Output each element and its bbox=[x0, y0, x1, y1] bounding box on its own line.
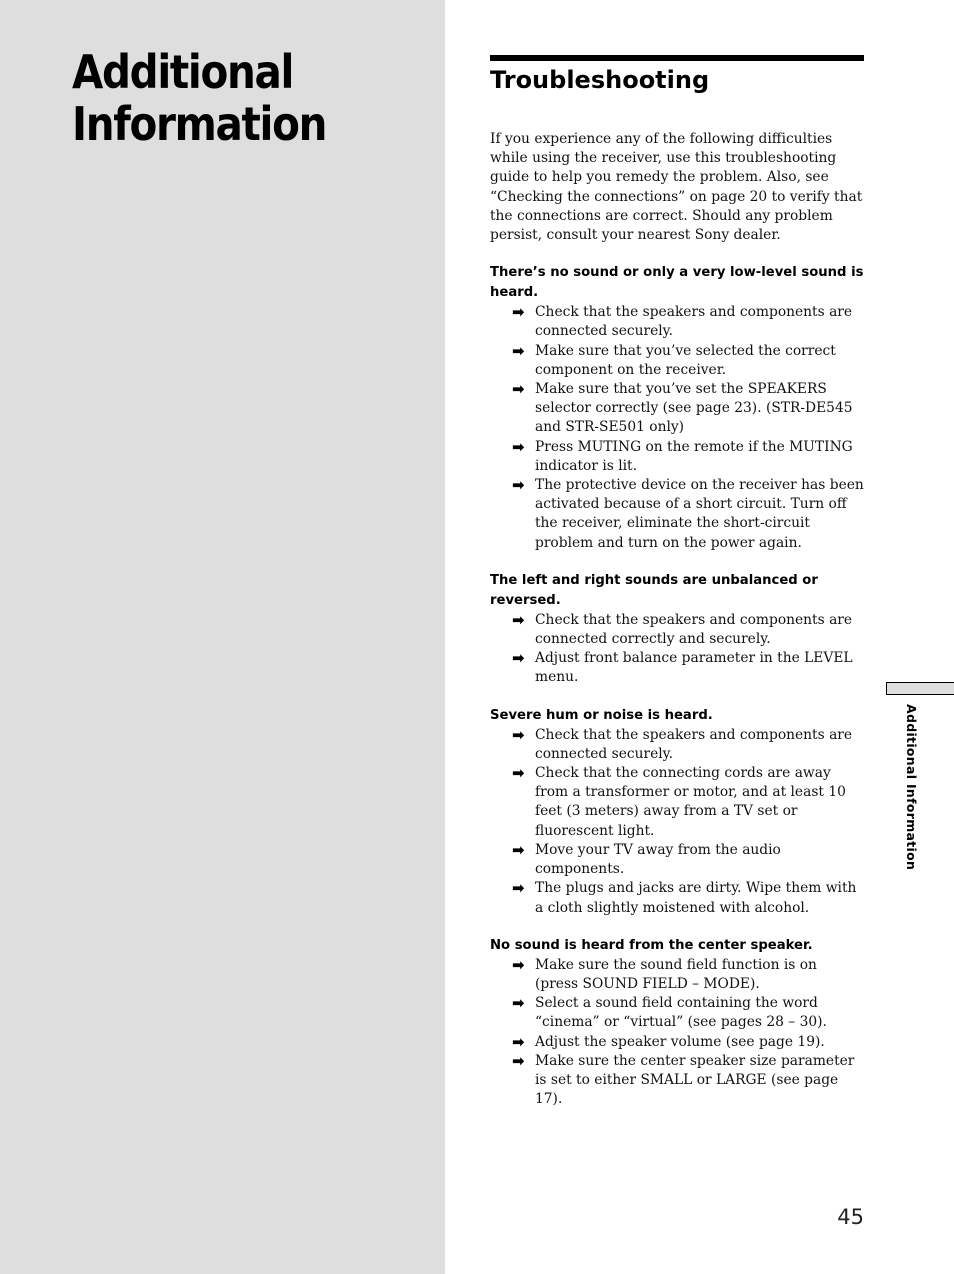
remedy-item bbox=[490, 841, 864, 879]
remedy-text: Check that the connecting cords are away from a transformer or motor, and at least 10 feet (3 meters) away from a TV set or fluorescent light. bbox=[535, 765, 846, 839]
remedy-text: Check that the speakers and components are connected securely. bbox=[535, 304, 853, 340]
arrow-right-icon: ➡ bbox=[512, 955, 525, 974]
remedy-text: Select a sound field containing the word “cinema” or “virtual” (see pages 28 – 30). bbox=[535, 995, 827, 1031]
chapter-panel bbox=[0, 0, 445, 1274]
arrow-right-icon: ➡ bbox=[512, 1051, 525, 1070]
page-number: 45 bbox=[837, 1205, 864, 1229]
remedy-item bbox=[490, 342, 864, 380]
arrow-right-icon: ➡ bbox=[512, 994, 525, 1013]
arrow-right-icon: ➡ bbox=[512, 380, 525, 399]
remedy-text: Adjust front balance parameter in the LEVEL menu. bbox=[535, 650, 853, 686]
remedy-text: The plugs and jacks are dirty. Wipe them with a cloth slightly moistened with alcohol. bbox=[535, 880, 857, 916]
issue-heading: The left and right sounds are unbalanced or reversed. bbox=[490, 572, 818, 608]
section-rule bbox=[490, 55, 864, 61]
issue-block bbox=[490, 263, 864, 553]
remedy-list bbox=[490, 303, 864, 553]
remedy-item bbox=[490, 879, 864, 917]
remedy-text: Make sure that you’ve selected the correct component on the receiver. bbox=[535, 342, 836, 378]
side-tab-label: Additional Information bbox=[904, 704, 919, 871]
issue-heading: Severe hum or noise is heard. bbox=[490, 707, 713, 723]
remedy-item bbox=[490, 764, 864, 841]
issues-list bbox=[490, 263, 864, 1109]
arrow-right-icon: ➡ bbox=[512, 649, 525, 668]
arrow-right-icon: ➡ bbox=[512, 341, 525, 360]
remedy-list bbox=[490, 726, 864, 918]
remedy-text: The protective device on the receiver has been activated because of a short circuit. Turn off the receiver, eliminate the short-circuit problem and turn on the power again. bbox=[535, 477, 864, 551]
remedy-text: Adjust the speaker volume (see page 19). bbox=[535, 1033, 825, 1050]
remedy-item bbox=[490, 726, 864, 764]
arrow-right-icon: ➡ bbox=[512, 476, 525, 495]
remedy-text: Check that the speakers and components are connected securely. bbox=[535, 726, 853, 762]
remedy-list bbox=[490, 611, 864, 688]
remedy-text: Press MUTING on the remote if the MUTING indicator is lit. bbox=[535, 438, 853, 474]
remedy-text: Make sure the sound field function is on (press SOUND FIELD – MODE). bbox=[535, 956, 817, 992]
remedy-text: Make sure the center speaker size parameter is set to either SMALL or LARGE (see page 17). bbox=[535, 1052, 855, 1108]
remedy-item bbox=[490, 956, 864, 994]
arrow-right-icon: ➡ bbox=[512, 764, 525, 783]
arrow-right-icon: ➡ bbox=[512, 610, 525, 629]
arrow-right-icon: ➡ bbox=[512, 840, 525, 859]
remedy-item bbox=[490, 611, 864, 649]
chapter-title-line-1: Additional bbox=[72, 45, 294, 99]
intro-paragraph: If you experience any of the following difficulties while using the receiver, use this troubleshooting guide to help you remedy the problem. Also, see “Checking the connections” on page 20 to verify that the connections are correct. Should any problem persist, consult your nearest Sony dealer. bbox=[490, 131, 863, 244]
remedy-text: Move your TV away from the audio components. bbox=[535, 841, 781, 878]
remedy-item bbox=[490, 380, 864, 438]
remedy-item bbox=[490, 1052, 864, 1110]
chapter-title bbox=[72, 46, 326, 150]
remedy-item bbox=[490, 303, 864, 341]
issue-block bbox=[490, 936, 864, 1110]
arrow-right-icon: ➡ bbox=[512, 437, 525, 456]
remedy-text: Make sure that you’ve set the SPEAKERS selector correctly (see page 23). (STR-DE545 and STR-SE501 only) bbox=[535, 381, 853, 436]
remedy-text: Check that the speakers and components are connected correctly and securely. bbox=[535, 611, 853, 648]
arrow-right-icon: ➡ bbox=[512, 725, 525, 744]
issue-heading: There’s no sound or only a very low-level sound is heard. bbox=[490, 265, 864, 301]
remedy-item bbox=[490, 476, 864, 553]
issue-block bbox=[490, 571, 864, 688]
remedy-item bbox=[490, 649, 864, 687]
remedy-item bbox=[490, 438, 864, 476]
section-title: Troubleshooting bbox=[490, 66, 710, 94]
remedy-list bbox=[490, 956, 864, 1110]
remedy-item bbox=[490, 1033, 864, 1052]
section-tab-marker bbox=[886, 682, 954, 695]
chapter-title-line-2: Information bbox=[72, 97, 327, 151]
arrow-right-icon: ➡ bbox=[512, 303, 525, 322]
troubleshooting-content bbox=[490, 130, 864, 1127]
issue-heading: No sound is heard from the center speaker. bbox=[490, 937, 813, 953]
arrow-right-icon: ➡ bbox=[512, 879, 525, 898]
issue-block bbox=[490, 706, 864, 918]
remedy-item bbox=[490, 994, 864, 1032]
arrow-right-icon: ➡ bbox=[512, 1032, 525, 1051]
